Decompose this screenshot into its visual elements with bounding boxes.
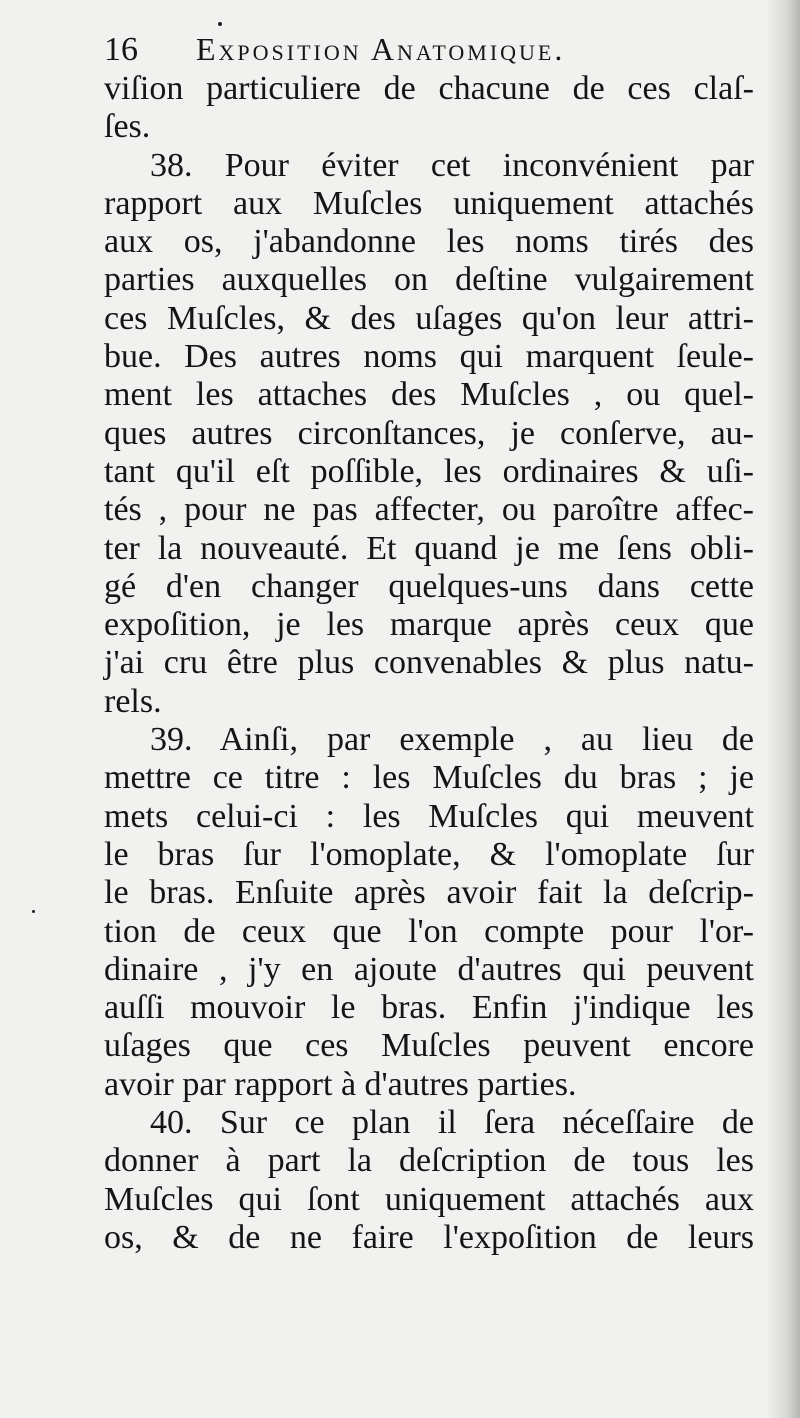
- text-line: os, & de ne faire l'expoſition de leurs: [104, 1218, 754, 1256]
- text-line: tant qu'il eſt poſſible, les ordinaires & uſi-: [104, 452, 754, 490]
- text-line: donner à part la deſcription de tous les: [104, 1142, 754, 1180]
- text-line: le bras. Enſuite après avoir fait la deſcrip-: [104, 874, 754, 912]
- page-number: 16: [104, 31, 138, 68]
- text-line: avoir par rapport à d'autres parties.: [104, 1065, 577, 1103]
- text-line: Muſcles qui ſont uniquement attachés aux: [104, 1180, 754, 1218]
- text-line: uſages que ces Muſcles peuvent encore: [104, 1027, 754, 1065]
- text-line: dinaire , j'y en ajoute d'autres qui peuvent: [104, 950, 754, 988]
- text-line: auſſi mouvoir le bras. Enfin j'indique les: [104, 989, 754, 1027]
- text-line: le bras ſur l'omoplate, & l'omoplate ſur: [104, 835, 754, 873]
- text-line: mets celui-ci : les Muſcles qui meuvent: [104, 797, 754, 835]
- page-edge-shadow: [766, 0, 800, 1418]
- page-header: [104, 28, 754, 70]
- paragraph-40-start: 40. Sur ce plan il ſera néceſſaire de: [150, 1104, 754, 1142]
- text-line: mettre ce titre : les Muſcles du bras ; je: [104, 759, 754, 797]
- text-line: tés , pour ne pas affecter, ou paroître affec-: [104, 491, 754, 529]
- text-line: ter la nouveauté. Et quand je me ſens obli-: [104, 529, 754, 567]
- text-line: gé d'en changer quelques-uns dans cette: [104, 567, 754, 605]
- running-title: Exposition Anatomique.: [196, 31, 566, 67]
- text-line: ment les attaches des Muſcles , ou quel-: [104, 376, 754, 414]
- text-line: expoſition, je les marque après ceux que: [104, 606, 754, 644]
- paragraph-38-start: 38. Pour éviter cet inconvénient par: [150, 146, 754, 184]
- text-line: rapport aux Muſcles uniquement attachés: [104, 184, 754, 222]
- text-line: tion de ceux que l'on compte pour l'or-: [104, 912, 754, 950]
- text-line: rels.: [104, 682, 162, 720]
- text-line: aux os, j'abandonne les noms tirés des: [104, 223, 754, 261]
- text-line: j'ai cru être plus convenables & plus natu-: [104, 644, 754, 682]
- text-line: ſes.: [104, 108, 151, 146]
- ink-speck: [218, 22, 222, 26]
- ink-speck: [32, 910, 35, 913]
- text-line: bue. Des autres noms qui marquent ſeule-: [104, 338, 754, 376]
- paragraph-39-start: 39. Ainſi, par exemple , au lieu de: [150, 721, 754, 759]
- text-line: viſion particuliere de chacune de ces claſ-: [104, 70, 754, 107]
- text-line: ces Muſcles, & des uſages qu'on leur attri-: [104, 299, 754, 337]
- text-line: ques autres circonſtances, je conſerve, au-: [104, 414, 754, 452]
- text-line: parties auxquelles on deſtine vulgairement: [104, 261, 754, 299]
- page-text: [104, 28, 754, 1257]
